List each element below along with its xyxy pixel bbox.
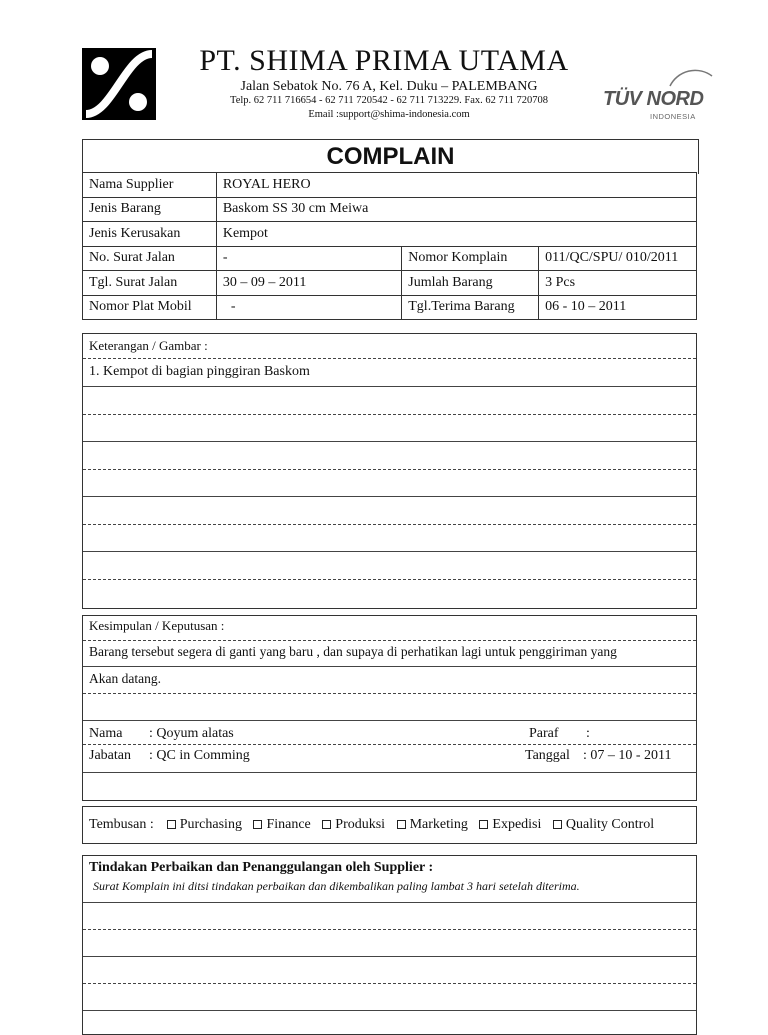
paraf-label: Paraf bbox=[529, 726, 559, 741]
finance-option: Finance bbox=[266, 817, 311, 832]
tembusan-label: Tembusan : bbox=[89, 817, 154, 832]
company-address: Jalan Sebatok No. 76 A, Kel. Duku – PALEMBANG bbox=[240, 79, 538, 94]
nomor-komplain-value: 011/QC/SPU/ 010/2011 bbox=[539, 246, 697, 271]
marketing-option: Marketing bbox=[409, 817, 468, 832]
tuv-nord-logo bbox=[600, 56, 718, 126]
tuv-logo-text: TÜV NORD bbox=[603, 88, 704, 110]
company-phone: Telp. 62 711 716654 - 62 711 720542 - 62 711 713229. Fax. 62 711 720708 bbox=[230, 95, 548, 106]
nama-supplier-value: ROYAL HERO bbox=[216, 173, 696, 198]
tuv-logo-subtext: INDONESIA bbox=[650, 112, 696, 121]
nomor-plat-value: - bbox=[216, 295, 401, 320]
keterangan-section bbox=[82, 333, 697, 609]
finance-checkbox[interactable] bbox=[253, 820, 262, 829]
produksi-checkbox[interactable] bbox=[322, 820, 331, 829]
tgl-surat-jalan-value: 30 – 09 – 2011 bbox=[216, 271, 401, 296]
tgl-terima-value: 06 - 10 – 2011 bbox=[539, 295, 697, 320]
no-surat-jalan-label: No. Surat Jalan bbox=[83, 246, 217, 271]
jenis-kerusakan-label: Jenis Kerusakan bbox=[83, 222, 217, 247]
purchasing-checkbox[interactable] bbox=[167, 820, 176, 829]
complaint-info-table bbox=[82, 172, 697, 320]
produksi-option: Produksi bbox=[335, 817, 386, 832]
tindakan-section bbox=[82, 855, 697, 1035]
tgl-terima-label: Tgl.Terima Barang bbox=[402, 295, 539, 320]
kesimpulan-line-2: Akan datang. bbox=[89, 671, 161, 686]
tembusan-row bbox=[89, 817, 662, 833]
company-name: PT. SHIMA PRIMA UTAMA bbox=[199, 44, 569, 77]
tindakan-note: Surat Komplain ini ditsi tindakan perbaikan dan dikembalikan paling lambat 3 hari setelah diterima. bbox=[93, 879, 580, 893]
jenis-barang-value: Baskom SS 30 cm Meiwa bbox=[216, 197, 696, 222]
quality-control-checkbox[interactable] bbox=[553, 820, 562, 829]
nomor-komplain-label: Nomor Komplain bbox=[402, 246, 539, 271]
form-title: COMPLAIN bbox=[82, 139, 699, 174]
expedisi-checkbox[interactable] bbox=[479, 820, 488, 829]
tanggal-label: Tanggal bbox=[525, 748, 570, 763]
no-surat-jalan-value: - bbox=[216, 246, 401, 271]
expedisi-option: Expedisi bbox=[492, 817, 542, 832]
nama-value: : Qoyum alatas bbox=[149, 726, 234, 741]
jabatan-label: Jabatan bbox=[89, 748, 131, 763]
company-email: Email :support@shima-indonesia.com bbox=[308, 109, 470, 120]
quality-control-option: Quality Control bbox=[565, 817, 655, 832]
jumlah-barang-value: 3 Pcs bbox=[539, 271, 697, 296]
jabatan-value: : QC in Comming bbox=[149, 748, 250, 763]
jumlah-barang-label: Jumlah Barang bbox=[402, 271, 539, 296]
nama-supplier-label: Nama Supplier bbox=[83, 173, 217, 198]
kesimpulan-section bbox=[82, 615, 697, 801]
nomor-plat-label: Nomor Plat Mobil bbox=[83, 295, 217, 320]
keterangan-label: Keterangan / Gambar : bbox=[89, 338, 208, 353]
nama-label: Nama bbox=[89, 726, 123, 741]
jenis-kerusakan-value: Kempot bbox=[216, 222, 696, 247]
purchasing-option: Purchasing bbox=[179, 817, 242, 832]
tindakan-title: Tindakan Perbaikan dan Penanggulangan oleh Supplier : bbox=[89, 860, 434, 875]
tgl-surat-jalan-label: Tgl. Surat Jalan bbox=[83, 271, 217, 296]
jenis-barang-label: Jenis Barang bbox=[83, 197, 217, 222]
keterangan-line-1: 1. Kempot di bagian pinggiran Baskom bbox=[89, 364, 310, 379]
kesimpulan-line-1: Barang tersebut segera di ganti yang baru , dan supaya di perhatikan lagi untuk penggiriman yang bbox=[89, 644, 617, 659]
marketing-checkbox[interactable] bbox=[397, 820, 406, 829]
tanggal-value: : 07 – 10 - 2011 bbox=[583, 748, 672, 763]
tembusan-section bbox=[82, 806, 697, 844]
paraf-value: : bbox=[586, 726, 590, 741]
kesimpulan-label: Kesimpulan / Keputusan : bbox=[89, 618, 225, 633]
